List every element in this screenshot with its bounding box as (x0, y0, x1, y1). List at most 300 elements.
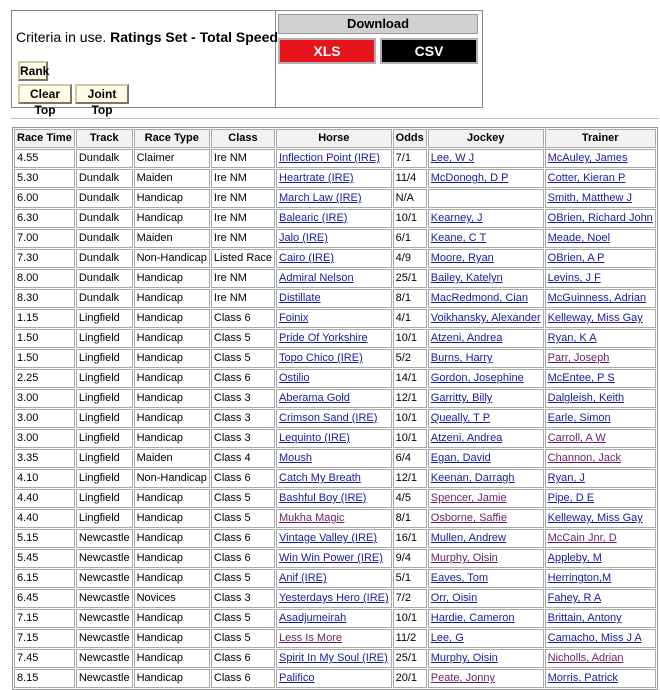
cell-trainer (545, 329, 656, 348)
cell-track: Newcastle (76, 629, 133, 648)
cell-trainer (545, 189, 656, 208)
cell-class: Class 3 (211, 389, 275, 408)
table-row (14, 249, 656, 268)
horse-link[interactable]: Cairo (IRE) (279, 252, 335, 264)
header-race-type[interactable]: Race Type (134, 129, 210, 148)
jockey-link[interactable]: Egan, David (430, 452, 491, 464)
horse-link[interactable]: Foinix (279, 312, 309, 324)
cell-race-time: 8.00 (14, 269, 75, 288)
cell-race-type: Non-Handicap (134, 249, 210, 268)
cell-jockey (428, 349, 544, 368)
cell-trainer (545, 549, 656, 568)
jockey-link[interactable]: Atzeni, Andrea (430, 432, 503, 444)
cell-class: Class 6 (211, 549, 275, 568)
trainer-link[interactable]: Dalgleish, Keith (547, 392, 625, 404)
trainer-link[interactable]: Meade, Noel (547, 232, 611, 244)
jockey-link[interactable]: Lee, G (430, 632, 464, 644)
trainer-link[interactable]: Earle, Simon (547, 412, 611, 424)
trainer-link[interactable]: Ryan, J (547, 472, 585, 484)
criteria-panel (11, 10, 483, 117)
criteria-text (16, 29, 278, 45)
cell-odds: 8/1 (393, 509, 427, 528)
cell-track: Dundalk (76, 289, 133, 308)
cell-horse (276, 449, 392, 468)
horse-link[interactable]: Jalo (IRE) (279, 232, 328, 244)
cell-track: Lingfield (76, 429, 133, 448)
cell-race-time: 3.00 (14, 389, 75, 408)
horse-link[interactable]: Lequinto (IRE) (279, 432, 350, 444)
trainer-link[interactable]: Ryan, K A (547, 332, 597, 344)
cell-race-time: 7.30 (14, 249, 75, 268)
cell-jockey (428, 549, 544, 568)
horse-link[interactable]: Catch My Breath (279, 472, 361, 484)
cell-class: Ire NM (211, 169, 275, 188)
cell-race-time: 7.45 (14, 649, 75, 668)
table-row (14, 669, 656, 688)
cell-odds: 25/1 (393, 269, 427, 288)
cell-class: Ire NM (211, 229, 275, 248)
cell-trainer (545, 509, 656, 528)
trainer-link[interactable]: Pipe, D E (547, 492, 595, 504)
cell-race-type: Claimer (134, 149, 210, 168)
cell-race-type: Handicap (134, 629, 210, 648)
jockey-link[interactable]: Voikhansky, Alexander (430, 312, 541, 324)
cell-odds: 4/1 (393, 309, 427, 328)
cell-jockey (428, 249, 544, 268)
cell-race-time: 7.00 (14, 229, 75, 248)
cell-race-type: Handicap (134, 269, 210, 288)
cell-race-type: Handicap (134, 349, 210, 368)
trainer-link[interactable]: Cotter, Kieran P (547, 172, 626, 184)
cell-track: Lingfield (76, 349, 133, 368)
cell-race-type: Handicap (134, 609, 210, 628)
cell-jockey (428, 469, 544, 488)
cell-odds: 6/1 (393, 229, 427, 248)
cell-jockey (428, 309, 544, 328)
cell-track: Dundalk (76, 229, 133, 248)
trainer-link[interactable]: McEntee, P S (547, 372, 615, 384)
cell-trainer (545, 289, 656, 308)
jockey-link[interactable]: Keenan, Darragh (430, 472, 515, 484)
table-row (14, 449, 656, 468)
jockey-link[interactable]: Gordon, Josephine (430, 372, 524, 384)
cell-track: Lingfield (76, 409, 133, 428)
trainer-link[interactable]: McCain Jnr, D (547, 532, 617, 544)
trainer-link[interactable]: Channon, Jack (547, 452, 622, 464)
trainer-link[interactable]: Kelleway, Miss Gay (547, 312, 643, 324)
cell-trainer (545, 249, 656, 268)
cell-track: Lingfield (76, 369, 133, 388)
horse-link[interactable]: Heartrate (IRE) (279, 172, 354, 184)
horse-link[interactable]: Moush (279, 452, 313, 464)
cell-odds: N/A (393, 189, 427, 208)
cell-jockey (428, 369, 544, 388)
cell-race-type: Handicap (134, 649, 210, 668)
cell-track: Lingfield (76, 509, 133, 528)
cell-track: Newcastle (76, 569, 133, 588)
cell-odds: 10/1 (393, 609, 427, 628)
cell-race-time: 4.10 (14, 469, 75, 488)
csv-download-button[interactable]: CSV (380, 38, 478, 64)
cell-race-type: Handicap (134, 489, 210, 508)
jockey-link[interactable]: Garritty, Billy (430, 392, 493, 404)
table-row (14, 389, 656, 408)
horse-link[interactable]: March Law (IRE) (279, 192, 362, 204)
cell-track: Dundalk (76, 149, 133, 168)
trainer-link[interactable]: McAuley, James (547, 152, 628, 164)
table-row (14, 469, 656, 488)
table-row (14, 369, 656, 388)
cell-race-type: Handicap (134, 209, 210, 228)
cell-race-type: Maiden (134, 449, 210, 468)
horse-link[interactable]: Anif (IRE) (279, 572, 327, 584)
cell-race-time: 5.15 (14, 529, 75, 548)
cell-race-type: Maiden (134, 229, 210, 248)
cell-class: Class 5 (211, 489, 275, 508)
cell-odds: 8/1 (393, 289, 427, 308)
horse-link[interactable]: Crimson Sand (IRE) (279, 412, 378, 424)
cell-race-time: 6.45 (14, 589, 75, 608)
jockey-link[interactable]: Burns, Harry (430, 352, 493, 364)
cell-jockey (428, 669, 544, 688)
jockey-link[interactable]: Hardie, Cameron (430, 612, 515, 624)
jockey-link[interactable]: Eaves, Tom (430, 572, 489, 584)
cell-odds: 7/2 (393, 589, 427, 608)
cell-odds: 20/1 (393, 669, 427, 688)
horse-link[interactable]: Yesterdays Hero (IRE) (279, 592, 389, 604)
horse-link[interactable]: Win Win Power (IRE) (279, 552, 383, 564)
cell-race-type: Handicap (134, 389, 210, 408)
cell-trainer (545, 589, 656, 608)
cell-class: Class 3 (211, 589, 275, 608)
table-row (14, 349, 656, 368)
cell-jockey (428, 509, 544, 528)
cell-jockey (428, 609, 544, 628)
trainer-link[interactable]: Morris, Patrick (547, 672, 618, 684)
cell-race-type: Handicap (134, 409, 210, 428)
cell-race-type: Handicap (134, 549, 210, 568)
cell-trainer (545, 309, 656, 328)
cell-trainer (545, 169, 656, 188)
cell-class: Class 5 (211, 609, 275, 628)
cell-track: Newcastle (76, 529, 133, 548)
cell-race-type: Novices (134, 589, 210, 608)
cell-track: Dundalk (76, 169, 133, 188)
cell-track: Lingfield (76, 449, 133, 468)
cell-horse (276, 489, 392, 508)
trainer-link[interactable]: Smith, Matthew J (547, 192, 632, 204)
cell-race-time: 5.45 (14, 549, 75, 568)
jockey-link[interactable]: Kearney, J (430, 212, 483, 224)
cell-track: Lingfield (76, 309, 133, 328)
cell-odds: 14/1 (393, 369, 427, 388)
cell-class: Ire NM (211, 269, 275, 288)
cell-jockey (428, 229, 544, 248)
cell-horse (276, 369, 392, 388)
horse-link[interactable]: Inflection Point (IRE) (279, 152, 380, 164)
cell-horse (276, 289, 392, 308)
divider (11, 118, 659, 119)
cell-race-type: Handicap (134, 369, 210, 388)
table-row (14, 229, 656, 248)
cell-jockey (428, 169, 544, 188)
cell-track: Newcastle (76, 669, 133, 688)
cell-track: Dundalk (76, 249, 133, 268)
cell-track: Newcastle (76, 649, 133, 668)
cell-class: Ire NM (211, 189, 275, 208)
joint-top-button[interactable]: Joint Top (75, 84, 129, 104)
cell-horse (276, 549, 392, 568)
cell-jockey (428, 389, 544, 408)
table-row (14, 569, 656, 588)
cell-odds: 16/1 (393, 529, 427, 548)
cell-class: Class 6 (211, 469, 275, 488)
cell-race-type: Handicap (134, 529, 210, 548)
cell-trainer (545, 349, 656, 368)
cell-race-type: Handicap (134, 669, 210, 688)
cell-horse (276, 469, 392, 488)
cell-odds: 11/4 (393, 169, 427, 188)
cell-race-time: 6.15 (14, 569, 75, 588)
cell-jockey (428, 529, 544, 548)
cell-horse (276, 569, 392, 588)
horse-link[interactable]: Asadjumeirah (279, 612, 347, 624)
cell-odds: 12/1 (393, 469, 427, 488)
cell-class: Class 6 (211, 309, 275, 328)
horse-link[interactable]: Mukha Magic (279, 512, 345, 524)
cell-race-type: Handicap (134, 429, 210, 448)
table-row (14, 509, 656, 528)
trainer-link[interactable]: OBrien, Richard John (547, 212, 653, 224)
download-title: Download (278, 14, 478, 34)
cell-jockey (428, 629, 544, 648)
cell-trainer (545, 489, 656, 508)
horse-link[interactable]: Topo Chico (IRE) (279, 352, 363, 364)
cell-race-time: 2.25 (14, 369, 75, 388)
jockey-link[interactable]: McDonogh, D P (430, 172, 509, 184)
cell-race-type: Handicap (134, 509, 210, 528)
trainer-link[interactable]: Camacho, Miss J A (547, 632, 642, 644)
cell-track: Lingfield (76, 389, 133, 408)
horse-link[interactable]: Admiral Nelson (279, 272, 354, 284)
horse-link[interactable]: Distillate (279, 292, 321, 304)
cell-odds: 7/1 (393, 149, 427, 168)
cell-horse (276, 609, 392, 628)
table-row (14, 189, 656, 208)
cell-trainer (545, 229, 656, 248)
cell-trainer (545, 529, 656, 548)
horse-link[interactable]: Aberama Gold (279, 392, 350, 404)
horse-link[interactable]: Bashful Boy (IRE) (279, 492, 367, 504)
cell-trainer (545, 409, 656, 428)
cell-class: Ire NM (211, 149, 275, 168)
cell-horse (276, 309, 392, 328)
trainer-link[interactable]: Nicholls, Adrian (547, 652, 624, 664)
table-row (14, 489, 656, 508)
header-track[interactable]: Track (76, 129, 133, 148)
jockey-link[interactable]: Moore, Ryan (430, 252, 494, 264)
cell-class: Class 6 (211, 529, 275, 548)
cell-horse (276, 509, 392, 528)
cell-jockey (428, 409, 544, 428)
jockey-link[interactable]: Atzeni, Andrea (430, 332, 503, 344)
trainer-link[interactable]: McGuinness, Adrian (547, 292, 647, 304)
horse-link[interactable]: Vintage Valley (IRE) (279, 532, 378, 544)
header-class[interactable]: Class (211, 129, 275, 148)
cell-race-time: 4.55 (14, 149, 75, 168)
trainer-link[interactable]: Herrington,M (547, 572, 612, 584)
race-table (12, 127, 658, 690)
trainer-link[interactable]: Brittain, Antony (547, 612, 622, 624)
header-jockey[interactable]: Jockey (428, 129, 544, 148)
cell-class: Class 5 (211, 509, 275, 528)
cell-odds: 6/4 (393, 449, 427, 468)
cell-race-time: 1.50 (14, 349, 75, 368)
cell-track: Newcastle (76, 549, 133, 568)
trainer-link[interactable]: Levins, J F (547, 272, 601, 284)
cell-trainer (545, 369, 656, 388)
cell-horse (276, 589, 392, 608)
jockey-link[interactable]: Mullen, Andrew (430, 532, 506, 544)
cell-class: Class 5 (211, 349, 275, 368)
cell-trainer (545, 609, 656, 628)
trainer-link[interactable]: Carroll, A W (547, 432, 606, 444)
header-race-time[interactable]: Race Time (14, 129, 75, 148)
table-row (14, 649, 656, 668)
table-row (14, 149, 656, 168)
cell-horse (276, 149, 392, 168)
cell-jockey (428, 489, 544, 508)
cell-race-time: 4.40 (14, 489, 75, 508)
cell-race-time: 1.15 (14, 309, 75, 328)
cell-odds: 9/4 (393, 549, 427, 568)
cell-jockey (428, 329, 544, 348)
cell-race-time: 6.00 (14, 189, 75, 208)
jockey-link[interactable]: Queally, T P (430, 412, 491, 424)
table-row (14, 549, 656, 568)
trainer-link[interactable]: Appleby, M (547, 552, 602, 564)
cell-track: Newcastle (76, 609, 133, 628)
trainer-link[interactable]: Parr, Joseph (547, 352, 610, 364)
jockey-link[interactable]: Bailey, Katelyn (430, 272, 503, 284)
cell-track: Dundalk (76, 189, 133, 208)
cell-race-type: Maiden (134, 169, 210, 188)
cell-class: Class 6 (211, 669, 275, 688)
cell-horse (276, 329, 392, 348)
jockey-link[interactable]: Spencer, Jamie (430, 492, 507, 504)
table-row (14, 269, 656, 288)
cell-odds: 11/2 (393, 629, 427, 648)
trainer-link[interactable]: Fahey, R A (547, 592, 602, 604)
cell-track: Lingfield (76, 329, 133, 348)
cell-odds: 4/9 (393, 249, 427, 268)
trainer-link[interactable]: OBrien, A P (547, 252, 605, 264)
horse-link[interactable]: Ostilio (279, 372, 310, 384)
xls-download-button[interactable]: XLS (278, 38, 376, 64)
cell-race-time: 4.40 (14, 509, 75, 528)
cell-odds: 10/1 (393, 409, 427, 428)
header-trainer[interactable]: Trainer (545, 129, 656, 148)
jockey-link[interactable]: Peate, Jonny (430, 672, 495, 684)
cell-class: Ire NM (211, 289, 275, 308)
cell-class: Class 5 (211, 569, 275, 588)
horse-link[interactable]: Pride Of Yorkshire (279, 332, 368, 344)
jockey-link[interactable]: Keane, C T (430, 232, 487, 244)
horse-link[interactable]: Spirit In My Soul (IRE) (279, 652, 388, 664)
cell-trainer (545, 569, 656, 588)
cell-trainer (545, 629, 656, 648)
table-row (14, 329, 656, 348)
header-horse[interactable]: Horse (276, 129, 392, 148)
table-row (14, 629, 656, 648)
table-row (14, 209, 656, 228)
horse-link[interactable]: Less Is More (279, 632, 342, 644)
cell-trainer (545, 449, 656, 468)
cell-race-time: 8.30 (14, 289, 75, 308)
cell-horse (276, 629, 392, 648)
cell-class: Class 4 (211, 449, 275, 468)
cell-class: Class 5 (211, 629, 275, 648)
cell-trainer (545, 469, 656, 488)
criteria-value: Ratings Set - Total Speed (110, 29, 278, 45)
jockey-link[interactable]: Murphy, Oisin (430, 652, 498, 664)
cell-odds: 4/5 (393, 489, 427, 508)
cell-horse (276, 249, 392, 268)
cell-race-type: Handicap (134, 329, 210, 348)
cell-horse (276, 409, 392, 428)
header-odds[interactable]: Odds (393, 129, 427, 148)
jockey-link[interactable]: MacRedmond, Cian (430, 292, 528, 304)
cell-race-type: Handicap (134, 309, 210, 328)
jockey-link[interactable]: Lee, W J (430, 152, 475, 164)
table-header-row (14, 129, 656, 148)
cell-track: Lingfield (76, 489, 133, 508)
cell-horse (276, 389, 392, 408)
table-row (14, 289, 656, 308)
clear-top-button[interactable]: Clear Top (18, 84, 72, 104)
cell-race-type: Handicap (134, 189, 210, 208)
table-row (14, 589, 656, 608)
jockey-link[interactable]: Osborne, Saffie (430, 512, 507, 524)
jockey-link[interactable]: Murphy, Oisin (430, 552, 498, 564)
rank-button[interactable]: Rank (18, 61, 48, 81)
cell-odds: 5/1 (393, 569, 427, 588)
cell-jockey (428, 189, 544, 208)
download-panel (278, 14, 478, 70)
criteria-box (12, 11, 278, 117)
trainer-link[interactable]: Kelleway, Miss Gay (547, 512, 643, 524)
cell-jockey (428, 429, 544, 448)
cell-race-time: 7.15 (14, 629, 75, 648)
jockey-link[interactable]: Orr, Oisin (430, 592, 478, 604)
cell-horse (276, 669, 392, 688)
cell-race-time: 7.15 (14, 609, 75, 628)
cell-race-type: Handicap (134, 569, 210, 588)
cell-jockey (428, 269, 544, 288)
horse-link[interactable]: Palifico (279, 672, 315, 684)
cell-race-time: 8.15 (14, 669, 75, 688)
table-row (14, 529, 656, 548)
cell-race-time: 6.30 (14, 209, 75, 228)
cell-trainer (545, 669, 656, 688)
horse-link[interactable]: Balearic (IRE) (279, 212, 348, 224)
cell-race-time: 1.50 (14, 329, 75, 348)
cell-class: Class 3 (211, 409, 275, 428)
cell-class: Listed Race (211, 249, 275, 268)
cell-race-type: Handicap (134, 289, 210, 308)
cell-class: Class 6 (211, 369, 275, 388)
cell-horse (276, 229, 392, 248)
